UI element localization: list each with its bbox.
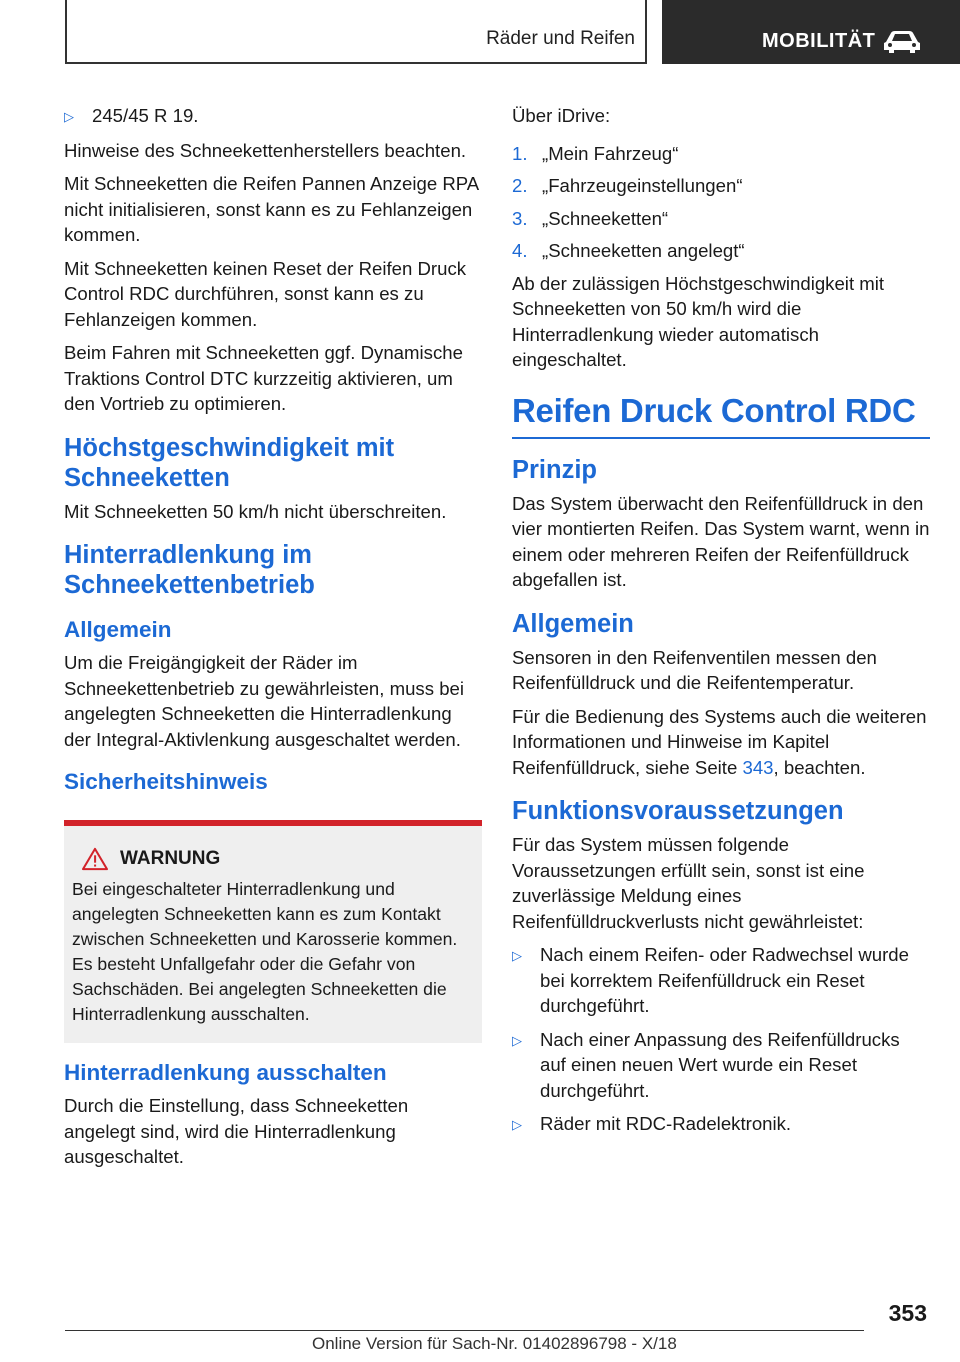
heading-requirements: Funktionsvoraussetzungen bbox=[512, 797, 844, 825]
car-icon bbox=[882, 28, 922, 54]
footer-text: Online Version für Sach-Nr. 01402896798 - X/18 bbox=[312, 1334, 677, 1353]
header-tab-label: MOBILITÄT bbox=[762, 30, 876, 52]
heading-principle: Prinzip bbox=[512, 455, 598, 484]
paragraph: Für das System müssen folgende Voraussetzungen erfüllt sein, sonst ist eine zuverlässige Meldung eines Reifenfülldruckverlusts nicht gewährleistet: bbox=[512, 834, 865, 932]
paragraph: Sensoren in den Reifenventilen messen den Reifenfülldruck und die Reifentemperatur. bbox=[512, 646, 877, 693]
heading-rear-steering: Hinterradlenkung im Schneekettenbetrieb bbox=[64, 541, 315, 599]
warning-box bbox=[64, 820, 482, 1043]
paragraph: Für die Bedienung des Systems auch die weiteren Informationen und Hinweise im Kapitel Reifenfülldruck, siehe Seite 343, beachten. bbox=[512, 705, 927, 778]
left-column bbox=[64, 103, 482, 1178]
list-item: 1. „Mein Fahrzeug“ bbox=[512, 142, 679, 164]
paragraph: Hinweise des Schneekettenherstellers beachten. bbox=[64, 139, 467, 161]
list-item: ▷ Nach einer Anpassung des Reifenfülldrucks auf einen neuen Wert wurde ein Reset durchgeführt. bbox=[512, 1027, 930, 1104]
footer-rule bbox=[65, 1330, 864, 1331]
heading-rdc: Reifen Druck Control RDC bbox=[512, 391, 916, 429]
triangle-right-icon: ▷ bbox=[64, 109, 74, 124]
heading-general: Allgemein bbox=[512, 609, 634, 638]
list-item: 3. „Schneeketten“ bbox=[512, 207, 669, 229]
paragraph: Um die Freigängigkeit der Räder im Schneekettenbetrieb zu gewährleisten, muss bei angelegten Schneeketten die Hinterradlenkung der Integral-Aktivlenkung ausgeschaltet werden. bbox=[64, 652, 465, 750]
paragraph: Mit Schneeketten die Reifen Pannen Anzeige RPA nicht initialisieren, sonst kann es zu Fehlanzeigen kommen. bbox=[64, 173, 479, 245]
list-item: ▷ Räder mit RDC-Radelektronik. bbox=[512, 1111, 930, 1138]
header-section-title: Räder und Reifen bbox=[486, 28, 635, 49]
paragraph: Mit Schneeketten keinen Reset der Reifen Druck Control RDC durchführen, sonst kann es zu Fehlanzeigen kommen. bbox=[64, 257, 467, 330]
triangle-right-icon: ▷ bbox=[512, 1117, 522, 1132]
heading-turn-off: Hinterradlenkung ausschalten bbox=[64, 1060, 387, 1085]
paragraph: Über iDrive: bbox=[512, 105, 611, 126]
list-item: 2. „Fahrzeugeinstellungen“ bbox=[512, 175, 743, 196]
paragraph: Durch die Einstellung, dass Schneeketten angelegt sind, wird die Hinterradlenkung ausgeschaltet. bbox=[64, 1095, 409, 1167]
right-column bbox=[512, 103, 930, 1146]
list-item: 4. „Schneeketten angelegt“ bbox=[512, 240, 745, 261]
warning-triangle-icon bbox=[80, 847, 110, 871]
warning-title: WARNUNG bbox=[120, 848, 221, 869]
heading-speed: Höchstgeschwindigkeit mit Schneeketten bbox=[64, 433, 395, 492]
list-item: ▷ 245/45 R 19. bbox=[64, 103, 482, 130]
paragraph: Beim Fahren mit Schneeketten ggf. Dynamische Traktions Control DTC kurzzeitig aktivieren, um den Vortrieb zu optimieren. bbox=[64, 342, 463, 414]
paragraph: Das System überwacht den Reifenfülldruck in den vier montierten Reifen. Das System warnt, wenn in einem oder mehreren Reifen der Reifenfülldruck abgefallen ist. bbox=[512, 492, 930, 590]
triangle-right-icon: ▷ bbox=[512, 948, 522, 963]
page-link-343[interactable]: 343 bbox=[742, 756, 774, 778]
page-number: 353 bbox=[888, 1300, 927, 1326]
warning-header bbox=[72, 846, 474, 871]
list-item: ▷ Nach einem Reifen- oder Radwechsel wurde bei korrektem Reifenfülldruck ein Reset durchgeführt. bbox=[512, 942, 930, 1019]
warning-text: Bei eingeschalteter Hinterradlenkung und angelegten Schneeketten kann es zum Kontakt zwischen Schneeketten und Karosserie kommen. Es besteht Unfallgefahr oder die Gefahr von Sachschäden. Bei angelegten Schneeketten die Hinterradlenkung ausschalten. bbox=[72, 879, 458, 1024]
heading-rule bbox=[512, 437, 930, 439]
paragraph: Ab der zulässigen Höchstgeschwindigkeit mit Schneeketten von 50 km/h wird die Hinterradlenkung wieder automatisch eingeschaltet. bbox=[512, 272, 885, 370]
heading-safety: Sicherheitshinweis bbox=[64, 769, 268, 794]
paragraph: Mit Schneeketten 50 km/h nicht überschreiten. bbox=[64, 500, 447, 522]
heading-general: Allgemein bbox=[64, 617, 172, 642]
triangle-right-icon: ▷ bbox=[512, 1032, 522, 1048]
header-tab-mobility[interactable] bbox=[662, 0, 960, 64]
